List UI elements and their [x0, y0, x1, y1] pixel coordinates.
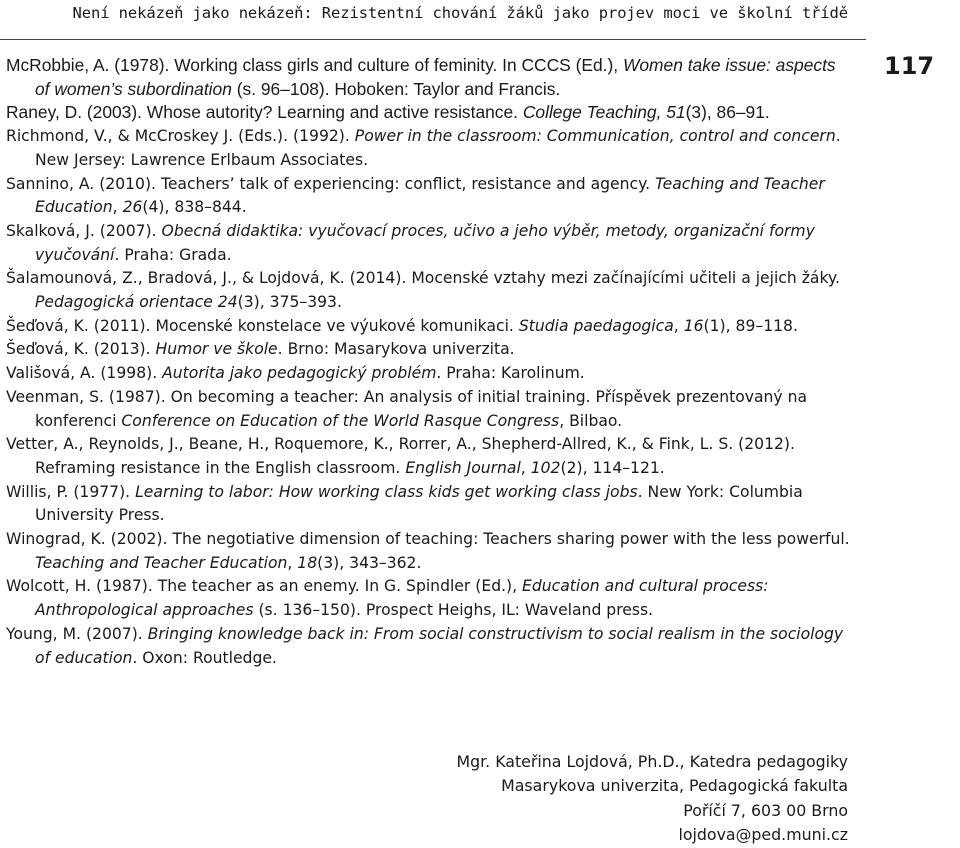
- reference-list: [6, 54, 854, 670]
- author-address: Poříčí 7, 603 00 Brno: [683, 800, 848, 820]
- reference-entry: [6, 575, 854, 622]
- reference-text-segment: ,: [520, 458, 531, 477]
- reference-italic-segment: Teaching and Teacher Education: [35, 553, 288, 572]
- reference-text-segment: Vetter, A., Reynolds, J., Beane, H., Roquemore, K., Rorrer, A., Shepherd-Allred, K., & Fink, L. S. (2012). Reframing resistance in the English classroom.: [6, 435, 795, 477]
- reference-text-segment: McRobbie, A. (1978). Working class girls and culture of feminity. In CCCS (Ed.),: [6, 55, 623, 75]
- reference-text-segment: (s. 96–108). Hoboken: Taylor and Francis.: [231, 78, 561, 99]
- reference-entry: [6, 267, 854, 314]
- reference-text-segment: Raney, D. (2003). Whose autority? Learning and active resistance.: [6, 102, 523, 123]
- reference-entry: [6, 362, 854, 386]
- reference-italic-segment: Women take issue: aspects of women’s subordination: [35, 55, 836, 99]
- reference-text-segment: (3), 375–393.: [237, 293, 342, 312]
- reference-italic-segment: 26: [122, 198, 143, 217]
- reference-text-segment: . Brno: Masarykova univerzita.: [277, 340, 515, 359]
- reference-text-segment: ,: [673, 316, 684, 335]
- reference-text-segment: Veenman, S. (1987). On becoming a teacher: An analysis of initial training. Příspěvek prezentovaný na konferenci: [6, 387, 808, 430]
- reference-text-segment: . New Jersey: Lawrence Erlbaum Associates.: [35, 127, 841, 169]
- reference-italic-segment: Humor ve škole: [155, 340, 278, 359]
- reference-text-segment: , Bilbao.: [559, 411, 623, 430]
- reference-text-segment: (3), 343–362.: [317, 553, 422, 572]
- header-rule: [0, 39, 866, 40]
- reference-text-segment: (4), 838–844.: [142, 198, 247, 217]
- author-signature-block: [456, 750, 848, 848]
- reference-italic-segment: Bringing knowledge back in: From social constructivism to social realism in the sociology of education: [35, 624, 844, 667]
- author-name-affiliation: Mgr. Kateřina Lojdová, Ph.D., Katedra pedagogiky: [456, 752, 848, 771]
- reference-text-segment: Skalková, J. (2007).: [6, 221, 162, 240]
- running-header: Není nekázeň jako nekázeň: Rezistentní chování žáků jako projev moci ve školní třídě: [72, 4, 848, 22]
- reference-text-segment: . Praha: Grada.: [114, 245, 232, 264]
- reference-entry: [6, 386, 854, 433]
- reference-entry: [6, 101, 854, 125]
- reference-entry: [6, 433, 854, 480]
- reference-text-segment: Richmond, V., & McCroskey J. (Eds.). (1992).: [6, 127, 355, 146]
- reference-text-segment: Šalamounová, Z., Bradová, J., & Lojdová, K. (2014). Mocenské vztahy mezi začínajícími učiteli a jejich žáky.: [6, 269, 840, 288]
- reference-text-segment: Vališová, A. (1998).: [6, 364, 163, 383]
- reference-italic-segment: 16: [683, 316, 704, 335]
- reference-text-segment: Young, M. (2007).: [6, 624, 148, 643]
- reference-italic-segment: Education and cultural process: Anthropological approaches: [35, 577, 769, 620]
- reference-text-segment: . Oxon: Routledge.: [132, 648, 277, 667]
- reference-italic-segment: English Journal: [405, 458, 521, 477]
- reference-text-segment: (s. 136–150). Prospect Heighs, IL: Waveland press.: [253, 601, 654, 620]
- author-email: lojdova@ped.muni.cz: [678, 825, 848, 845]
- reference-italic-segment: Studia paedagogica: [518, 316, 674, 335]
- reference-italic-segment: Learning to labor: How working class kids get working class jobs: [135, 482, 638, 501]
- reference-text-segment: Sannino, A. (2010). Teachers’ talk of experiencing: conflict, resistance and agency.: [6, 174, 656, 193]
- reference-italic-segment: Power in the classroom: Communication, control and concern: [354, 127, 836, 146]
- reference-entry: [6, 623, 854, 670]
- page-number: 117: [884, 52, 935, 80]
- reference-italic-segment: Obecná didaktika: vyučovací proces, učivo a jeho výběr, metody, organizační formy vyučování: [35, 221, 815, 264]
- reference-text-segment: Winograd, K. (2002). The negotiative dimension of teaching: Teachers sharing power with the less powerful.: [6, 530, 850, 549]
- reference-text-segment: Wolcott, H. (1987). The teacher as an enemy. In G. Spindler (Ed.),: [6, 577, 523, 596]
- reference-text-segment: . New York: Columbia University Press.: [35, 482, 803, 525]
- reference-entry: [6, 338, 854, 362]
- reference-text-segment: (2), 114–121.: [560, 458, 665, 477]
- reference-italic-segment: Conference on Education of the World Rasque Congress: [121, 411, 560, 430]
- reference-entry: [6, 315, 854, 339]
- reference-text-segment: Šeďová, K. (2013).: [6, 340, 156, 359]
- reference-entry: [6, 125, 854, 172]
- reference-text-segment: ,: [112, 198, 123, 217]
- reference-italic-segment: Teaching and Teacher Education: [35, 174, 825, 217]
- reference-italic-segment: Pedagogická orientace 24: [35, 293, 238, 312]
- reference-entry: [6, 54, 854, 101]
- reference-italic-segment: Autorita jako pedagogický problém: [162, 364, 437, 383]
- reference-text-segment: ,: [287, 553, 298, 572]
- reference-entry: [6, 528, 854, 575]
- reference-text-segment: (3), 86–91.: [685, 102, 770, 123]
- reference-italic-segment: 18: [297, 553, 318, 572]
- reference-entry: [6, 220, 854, 267]
- reference-entry: [6, 173, 854, 220]
- reference-text-segment: Šeďová, K. (2011). Mocenské konstelace ve výukové komunikaci.: [6, 316, 519, 335]
- reference-text-segment: (1), 89–118.: [703, 316, 798, 335]
- reference-italic-segment: College Teaching, 51: [522, 102, 686, 123]
- author-institution: Masarykova univerzita, Pedagogická fakulta: [501, 776, 848, 796]
- reference-text-segment: . Praha: Karolinum.: [436, 364, 585, 383]
- reference-italic-segment: 102: [530, 458, 561, 477]
- reference-text-segment: Willis, P. (1977).: [6, 482, 136, 501]
- reference-entry: [6, 481, 854, 528]
